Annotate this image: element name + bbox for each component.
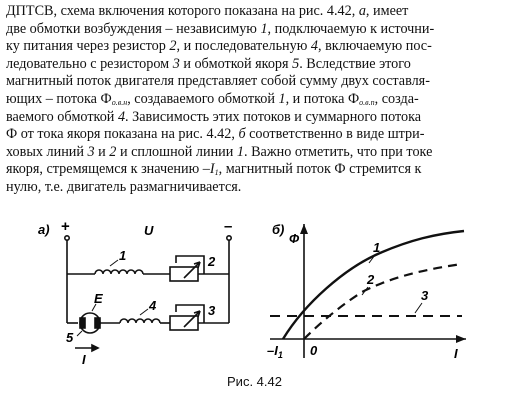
voltage-label: U bbox=[144, 223, 154, 238]
curve-1-label: 1 bbox=[373, 240, 381, 255]
resistor-3-label: 3 bbox=[208, 303, 216, 318]
paragraph-text bbox=[6, 3, 503, 197]
winding-1-coil bbox=[95, 270, 143, 274]
current-arrowhead bbox=[92, 345, 98, 351]
figure-caption: Рис. 4.42 bbox=[227, 374, 282, 389]
emf-label: E bbox=[94, 291, 103, 306]
plus-terminal bbox=[65, 236, 69, 240]
current-label: I bbox=[82, 352, 86, 367]
figure-4-42 bbox=[0, 218, 509, 373]
minus-terminal bbox=[227, 236, 231, 240]
resistor-2-label: 2 bbox=[208, 254, 216, 269]
y-axis-arrow bbox=[300, 224, 308, 234]
pointer-1 bbox=[110, 260, 118, 266]
line-8: Ф от тока якоря показана на рис. 4.42, б соответственно в виде штри- bbox=[6, 126, 425, 143]
armature-label: 5 bbox=[66, 330, 74, 345]
line-7: ваемого обмоткой 4. Зависимость этих потоков и суммарного потока bbox=[6, 108, 422, 125]
line-6: ющих – потока $Ф_{о.в.н}$, создаваемого обмоткой 1, и потока $Ф_{о.в.п}$, созда- bbox=[6, 90, 419, 107]
line-5: магнитный поток двигателя представляет собой сумму двух составля- bbox=[6, 73, 430, 90]
pointer-4 bbox=[140, 309, 148, 315]
graph-label: б) bbox=[272, 222, 285, 237]
armature-brush-right bbox=[95, 318, 100, 328]
curve-2-label: 2 bbox=[367, 272, 375, 287]
flux-graph bbox=[270, 224, 466, 358]
line-9: ховых линий 3 и 2 и сплошной линии 1. Важно отметить, что при токе bbox=[6, 143, 433, 160]
curve-3-label: 3 bbox=[421, 288, 429, 303]
winding-4-coil bbox=[120, 319, 160, 323]
line-11: нулю, т.е. двигатель размагничивается. bbox=[6, 178, 242, 195]
neg-current-label: $-I_1$ bbox=[267, 343, 283, 360]
winding-1-label: 1 bbox=[119, 248, 127, 263]
line-10: якоря, стремящемся к значению $-I_1$, магнитный поток Ф стремится к bbox=[6, 161, 422, 178]
line-2: две обмотки возбуждения – независимую 1, подключаемую к источни- bbox=[6, 20, 435, 37]
x-axis-label: I bbox=[454, 346, 458, 361]
minus-sign: – bbox=[224, 218, 233, 235]
circuit-diagram bbox=[65, 236, 231, 351]
armature-brush-left bbox=[80, 318, 85, 328]
plus-sign: + bbox=[61, 218, 70, 235]
x-axis-arrow bbox=[456, 335, 466, 343]
line-1: ДПТСВ, схема включения которого показана на рис. 4.42, а, имеет bbox=[6, 3, 409, 19]
line-4: ледовательно с резистором 3 и обмоткой якоря 5. Вследствие этого bbox=[6, 55, 411, 72]
origin-label: 0 bbox=[310, 343, 318, 358]
pointer-5 bbox=[77, 331, 82, 336]
circuit-label: а) bbox=[38, 222, 50, 237]
curve-2-series-flux bbox=[304, 264, 462, 339]
winding-4-label: 4 bbox=[149, 298, 157, 313]
y-axis-label: Ф bbox=[289, 231, 300, 246]
line-3: ку питания через резистор 2, и последовательную 4, включаемую пос- bbox=[6, 38, 432, 55]
pointer-curve-3 bbox=[415, 303, 422, 313]
